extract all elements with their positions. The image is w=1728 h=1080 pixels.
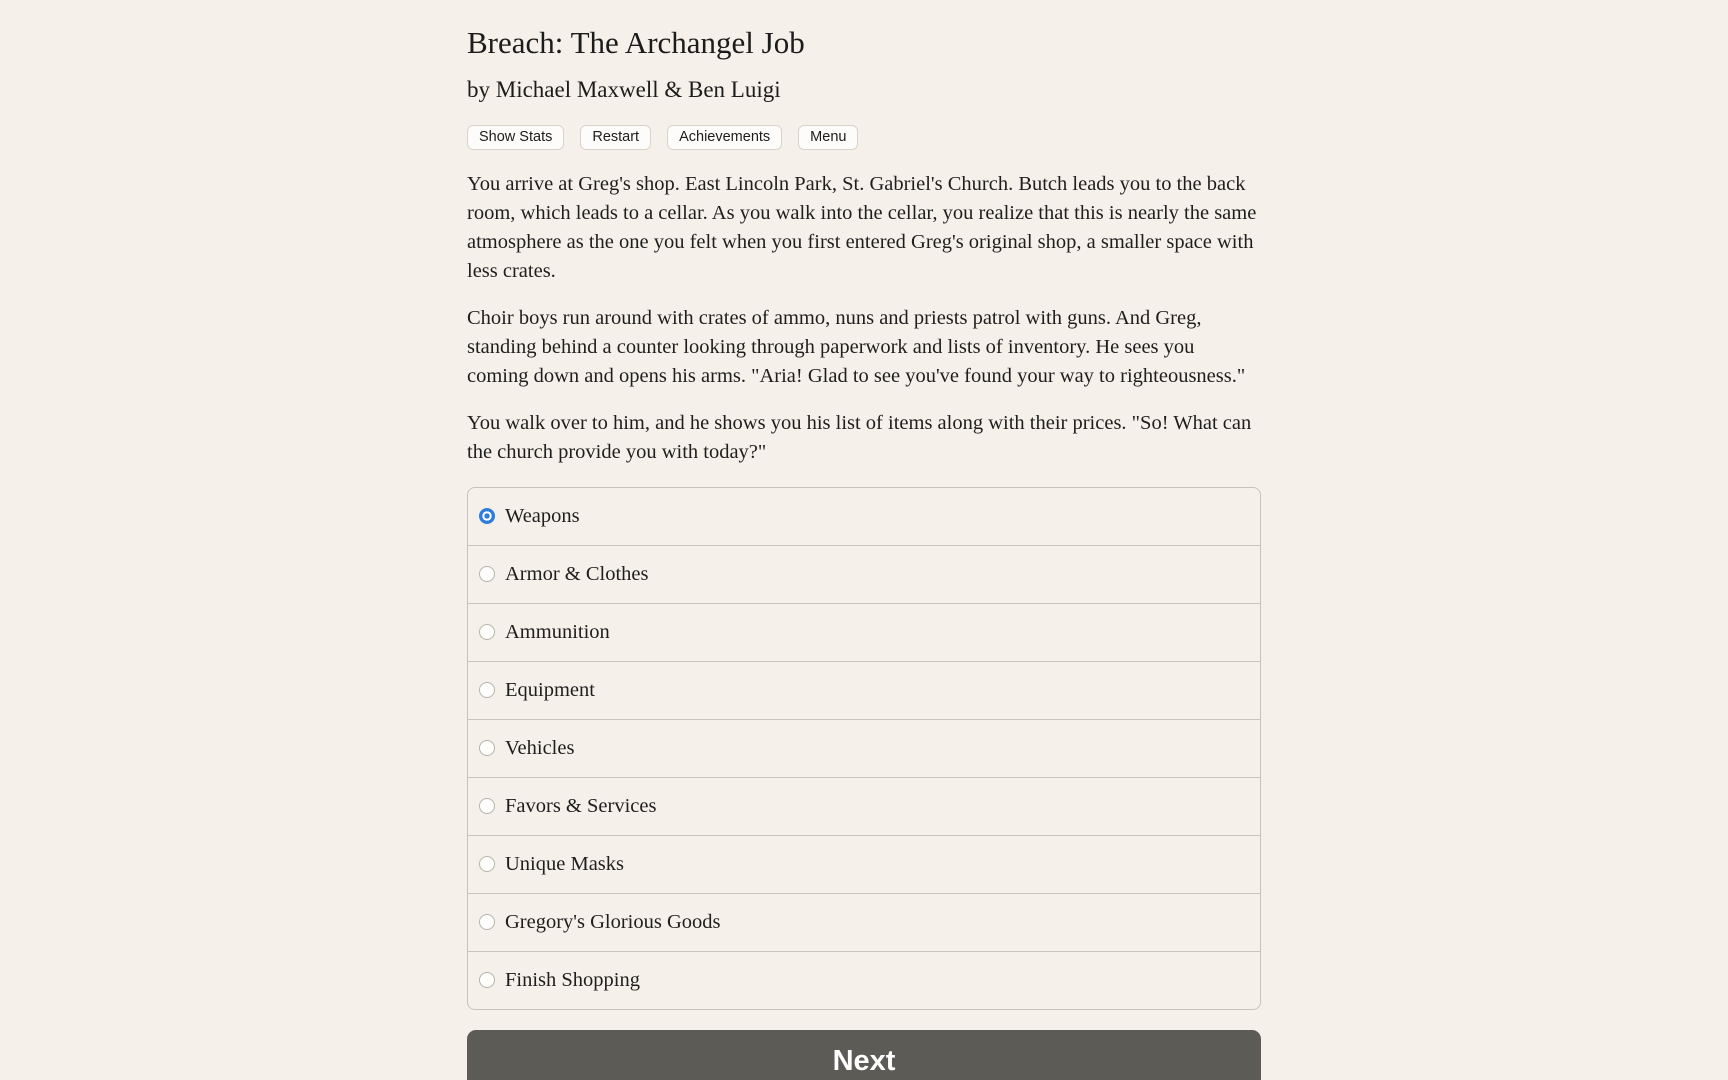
page-title: Breach: The Archangel Job	[467, 25, 805, 60]
choice-label: Gregory's Glorious Goods	[505, 910, 721, 933]
choice-row-finish-shopping[interactable]	[468, 951, 1260, 1009]
radio-button[interactable]	[479, 508, 495, 524]
radio-button[interactable]	[479, 972, 495, 988]
choice-row-vehicles[interactable]	[468, 719, 1260, 777]
choice-label: Vehicles	[505, 736, 575, 759]
choice-row-equipment[interactable]	[468, 661, 1260, 719]
next-button[interactable]	[467, 1030, 1261, 1080]
story-text	[467, 170, 1261, 466]
choice-row-unique-masks[interactable]	[468, 835, 1260, 893]
radio-button[interactable]	[479, 798, 495, 814]
choice-label: Finish Shopping	[505, 968, 640, 991]
achievements-button[interactable]: Achievements	[667, 125, 782, 150]
choice-label: Unique Masks	[505, 852, 625, 875]
choice-label: Equipment	[505, 678, 595, 701]
show-stats-button[interactable]: Show Stats	[467, 125, 564, 150]
story-paragraph: You arrive at Greg's shop. East Lincoln Park, St. Gabriel's Church. Butch leads you to the back room, which leads to a cellar. As you walk into the cellar, you realize that this is nearly the same atmosphere as the one you felt when you first entered Greg's original shop, a smaller space with less crates.	[467, 173, 1257, 282]
choice-label: Favors & Services	[505, 794, 657, 817]
toolbar	[467, 125, 1261, 150]
choice-list	[467, 487, 1261, 1010]
story-paragraph: You walk over to him, and he shows you his list of items along with their prices. "So! What can the church provide you with today?"	[467, 412, 1252, 463]
radio-button[interactable]	[479, 682, 495, 698]
choice-row-ammunition[interactable]	[468, 603, 1260, 661]
game-content	[467, 24, 1261, 1080]
choice-row-favors-services[interactable]	[468, 777, 1260, 835]
choice-label: Armor & Clothes	[505, 562, 649, 585]
restart-button[interactable]: Restart	[580, 125, 651, 150]
radio-button[interactable]	[479, 624, 495, 640]
choice-row-armor-clothes[interactable]	[468, 545, 1260, 603]
choice-label: Weapons	[505, 504, 580, 527]
radio-button[interactable]	[479, 914, 495, 930]
radio-button[interactable]	[479, 740, 495, 756]
story-paragraph: Choir boys run around with crates of ammo, nuns and priests patrol with guns. And Greg, standing behind a counter looking through paperwork and lists of inventory. He sees you coming down and opens his arms. "Aria! Glad to see you've found your way to righteousness."	[467, 307, 1246, 387]
radio-button[interactable]	[479, 856, 495, 872]
author-byline: by Michael Maxwell & Ben Luigi	[467, 77, 781, 103]
choice-row-weapons[interactable]	[468, 488, 1260, 545]
choice-row-gregorys-glorious-goods[interactable]	[468, 893, 1260, 951]
next-button-label: Next	[832, 1045, 896, 1078]
radio-button[interactable]	[479, 566, 495, 582]
choice-label: Ammunition	[505, 620, 610, 643]
menu-button[interactable]: Menu	[798, 125, 858, 150]
